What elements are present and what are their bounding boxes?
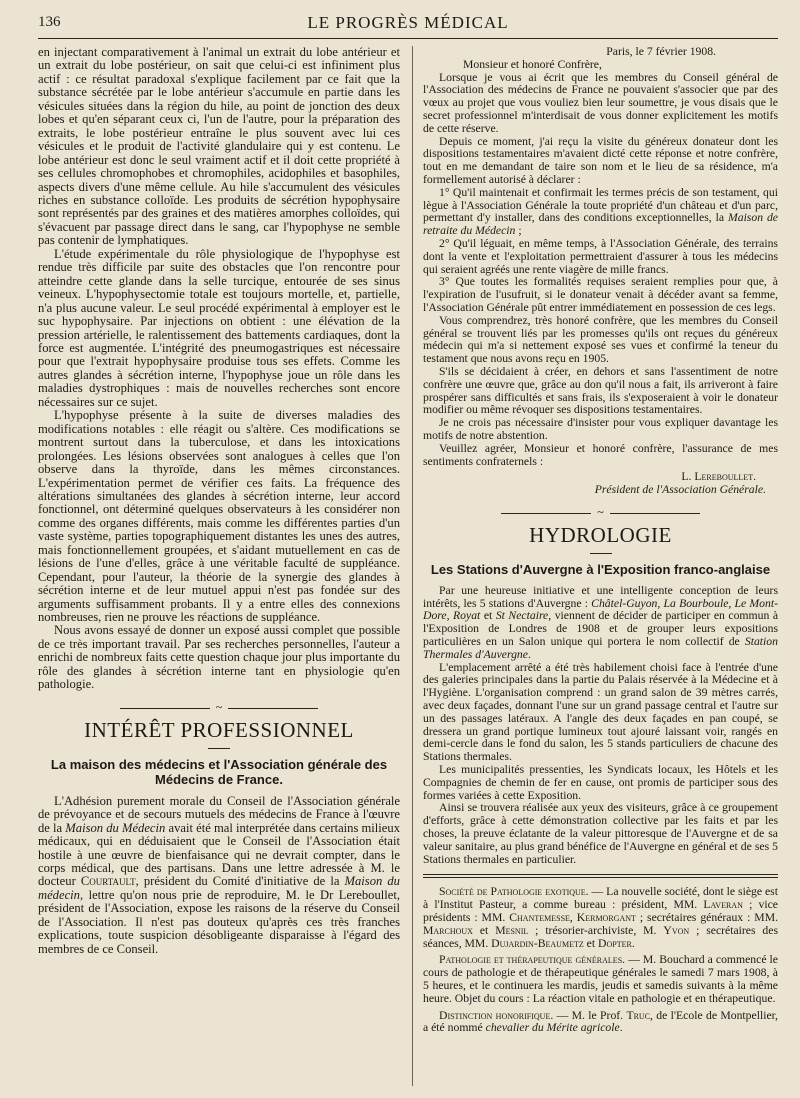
news-item: Société de Pathologie exotique. — La nouvelle société, dont le siège est à l'Institut Pasteur, a comme bureau : président, MM. Laveran ; vice présidents : MM. Chantemesse, Kermorgant ; secrétaires généraux : MM. Marchoux et Mesnil ; trésorier-archiviste, M. Yvon ; secrétaires des séances, MM. Dujardin-Beaumetz et Dopter. <box>423 885 779 950</box>
paragraph: Vous comprendrez, très honoré confrère, que les membres du Conseil général se trouvent liés par les promesses qu'ils ont reçues du généreux médecin qui m'a si nettement exposé ses vues et confirmé la teneur du testament que nous avons reçu en 1905. <box>423 313 778 366</box>
paragraph: L'hypophyse présente à la suite de diverses maladies des modifications notables : elle réagit ou s'altère. Ces modifications se montrent surtout dans la tuberculose, et dans les intoxications prolongées. Les lésions observées sont analogues à celles que l'on observe dans la thyroïde, dans les mêmes circonstances. L'expérimentation permet de vérifier ces faits. La fréquence des altérations simultanées des glandes à sécrétion interne, leur accord fonctionnel, ont déterminé quelques observateurs à les considérer non comme des organes différents, mais comme les différentes parties d'un vaste système, parties topographiquement distantes les unes des autres, mais fonctionnellement groupées, et s'aidant mutuellement en cas de lésions de l'une d'elles, grâce à une véritable faculté de suppléance. Cependant, pour l'auteur, la théorie de la synergie des glandes à sécrétion interne et de leur mutuel appui n'est pas fondée sur des arguments suffisamment probants. Il y a entre elles des connexions nombreuses, rien ne prouve les réactions de suppléance. <box>38 408 400 625</box>
title-rule <box>590 553 612 554</box>
news-item: Pathologie et thérapeutique générales. — M. Bouchard a commencé le cours de pathologie et de thérapeutique générales le samedi 7 mars 1908, à 5 heures, et le continuera les mardis, jeudis et samedis suivants à la même heure. Objet du cours : La réaction vitale en pathologie et en thérapeutique. <box>423 953 778 1005</box>
page-header <box>38 12 778 39</box>
paragraph: Par une heureuse initiative et une intelligente conception de leurs intérêts, les 5 stations d'Auvergne : Châtel-Guyon, La Bourboule, Le Mont-Dore, Royat et St Nectaire, viennent de décider de participer en commun à l'Exposition de Londres de 1908 et de grouper leurs expositions particulières en un Salon unique qui portera le nom collectif de Station Thermales d'Auvergne. <box>423 583 779 661</box>
paragraph: Les municipalités pressenties, les Syndicats locaux, les Hôtels et les Compagnies de chemin de fer en cause, ont promis de participer sous des formes variées à cette Exposition. <box>423 763 778 802</box>
journal-title: LE PROGRÈS MÉDICAL <box>307 13 509 32</box>
right-column <box>423 46 778 1039</box>
paragraph: en injectant comparativement à l'animal un extrait du lobe antérieur et un extrait du lobe postérieur, on sait que celui-ci est infiniment plus actif : ce résultat paradoxal s'explique facilement par ce fait que la substance sécrétée par le lobe antérieur s'accumule en partie dans les vésicules situées dans la région du hile, au point de jonction des deux lobes et qu'en séparant ceux ci, l'un de l'autre, pour la préparation des extraits, le lobe postérieur entraîne le plus souvent avec lui ces vésicules et le produit de l'activité glandulaire qui y est contenu. Le lobe antérieur est donc le seul vraiment actif et il doit cette propriété à ses cellules chromophobes et chromophiles, acidophiles et basophiles, aspects divers d'une même cellule. Au hile s'accumulent des vésicules riches en substance colloïde. Les produits de sécrétion hypophysaire sont représentés par des graines et des matières amorphes colloïdes, qui s'évacuent par passage direct dans le sang, car l'hypophyse ne semble pas contenir de lymphatiques. <box>38 45 400 248</box>
article-subheading: Les Stations d'Auvergne à l'Exposition franco-anglaise <box>430 561 771 577</box>
column-divider <box>412 46 413 1086</box>
title-rule <box>208 748 230 749</box>
paragraph: L'emplacement arrêté a été très habilement choisi face à l'entrée d'une des galeries principales dans la partie du Palais réservée à la Médecine et à l'Hygiène. L'organisation comprend : un grand salon de 39 mètres carrés, avec deux façades, donnant l'une sur un grand passage central et l'autre sur un des passages latéraux. A l'angle des deux façades en pan coupé, se dressera un grand portique lumineux tout ajouré laissant voir, rangés en demi-cercle dans le fond du salon, les 5 stands particuliers de chacune des Stations thermales. <box>423 660 778 764</box>
left-column <box>38 46 400 956</box>
signature-title: Président de l'Association Générale. <box>594 483 766 497</box>
section-title-hydrologie: HYDROLOGIE <box>529 522 672 547</box>
section-ornament: ~ <box>38 700 400 714</box>
paragraph: Je ne crois pas nécessaire d'insister pour vous expliquer davantage les motifs de notre abstention. <box>423 416 778 442</box>
letter-date: Paris, le 7 février 1908. <box>606 45 716 58</box>
letter-signature: L. Lereboullet. <box>681 470 756 484</box>
paragraph: Lorsque je vous ai écrit que les membres du Conseil général de l'Association des médecins de France ne pouvaient s'associer que par des vœux au projet que vous vouliez bien leur soumettre, je vous disais que le secret professionnel m'interdisait de vous donner explicitement les motifs de cette réserve. <box>423 70 778 135</box>
double-rule-bottom <box>423 877 778 878</box>
paragraph: L'étude expérimentale du rôle physiologique de l'hypophyse est rendue très difficile par suite des obstacles que l'on rencontre pour atteindre cette glande dans la selle turcique, entourée de ses sinus veineux. L'hypophysectomie totale est toujours mortelle, et, partielle, n'a plus aucune valeur. Le seul procédé expérimental à employer est le suc hypophysaire. Par injections on obtient : une élévation de la pression artérielle, le ralentissement des battements cardiaques, dont la force est augmentée. L'intégrité des pneumogastriques est nécessaire pour que l'extrait hypophysaire produise tous ses effets. Comme les autres glandes à sécrétion interne, l'hypophyse joue un rôle dans les maladies dystrophiques : mais de nouvelles recherches sont encore nécessaires sur ce sujet. <box>38 246 400 409</box>
section-title-interet-professionnel: INTÉRÊT PROFESSIONNEL <box>84 717 354 742</box>
paragraph: Depuis ce moment, j'ai reçu la visite du généreux donateur dont les dispositions testamentaires m'avaient dicté cette réponse et notre confrère, tout en me demandant de taire son nom et le lieu de sa résidence, m'a formellement autorisé à déclarer : <box>423 134 778 186</box>
page-number: 136 <box>38 14 61 30</box>
article-subheading: La maison des médecins et l'Association générale des Médecins de France. <box>50 756 388 787</box>
section-ornament: ~ <box>423 505 778 519</box>
paragraph: S'ils se décidaient à créer, en dehors et sans l'assentiment de notre confrère une œuvre que, grâce au don qu'il nous a fait, ils arriveront à faire prospérer sans difficultés et sans frais, ils s'exposeraient à voir le donateur modifier ou même révoquer ses dispositions testamentaires. <box>423 364 778 417</box>
paragraph: Veuillez agréer, Monsieur et honoré confrère, l'assurance de mes sentiments confraternels : <box>423 441 778 468</box>
letter-salutation: Monsieur et honoré Confrère, <box>463 57 602 71</box>
paragraph: 1° Qu'il maintenait et confirmait les termes précis de son testament, qui lègue à l'Association Générale la toute propriété d'un château et d'un parc, permettant d'y installer, dans des conditions exceptionnelles, la Maison de retraite du Médecin ; <box>423 185 778 238</box>
paragraph: 2° Qu'il léguait, en même temps, à l'Association Générale, des terrains dont la vente et l'exploitation permettraient d'assurer à tous les médecins qui seraient agréés une rente viagère de mille francs. <box>423 236 778 276</box>
paragraph: Nous avons essayé de donner un exposé aussi complet que possible de ce très important travail. Par ses recherches personnelles, l'auteur a enrichi de nombreux faits cette question chaque jour plus importante du rôle des glandes à sécrétion interne tant en physiologie qu'en pathologie. <box>38 623 400 692</box>
paragraph: 3° Que toutes les formalités requises seraient remplies pour que, à l'expiration de l'usufruit, si le donateur venait à décéder avant sa femme, l'Association Générale pût entrer immédiatement en possession de ces legs. <box>423 275 778 314</box>
double-rule-top <box>423 874 778 875</box>
news-item: Distinction honorifique. — M. le Prof. Truc, de l'Ecole de Montpellier, a été nommé chevalier du Mérite agricole. <box>423 1008 778 1035</box>
paragraph: L'Adhésion purement morale du Conseil de l'Association générale de prévoyance et de secours mutuels des médecins de France à l'œuvre de la Maison du Médecin avait été mal interprétée dans certains milieux médicaux, qui en déduisaient que le Conseil de l'Association était hostile à une œuvre de bienfaisance qui ne devrait compter, dans le corps médical, que des partisans. Dans une lettre adressée à M. le docteur Courtault, président du Comité d'initiative de la Maison du médecin, lettre qu'on nous prie de reproduire, M. le Dr Lereboullet, président de l'Association, expose les raisons de la réserve du Conseil de l'Association. Il n'est pas douteux qu'après ces très franches explications, toute suspicion désobligeante disparaisse à l'égard des membres de ce Conseil. <box>38 793 400 956</box>
paragraph: Ainsi se trouvera réalisée aux yeux des visiteurs, grâce à ce groupement d'efforts, grâce à cette démonstration collective par les faits et par les choses, la preuve éclatante de la valeur pittoresque de l'Auvergne et de sa valeur sanitaire, au plus grand bénéfice de l'Auvergne en général et de ses 5 Stations thermales en particulier. <box>423 801 778 866</box>
